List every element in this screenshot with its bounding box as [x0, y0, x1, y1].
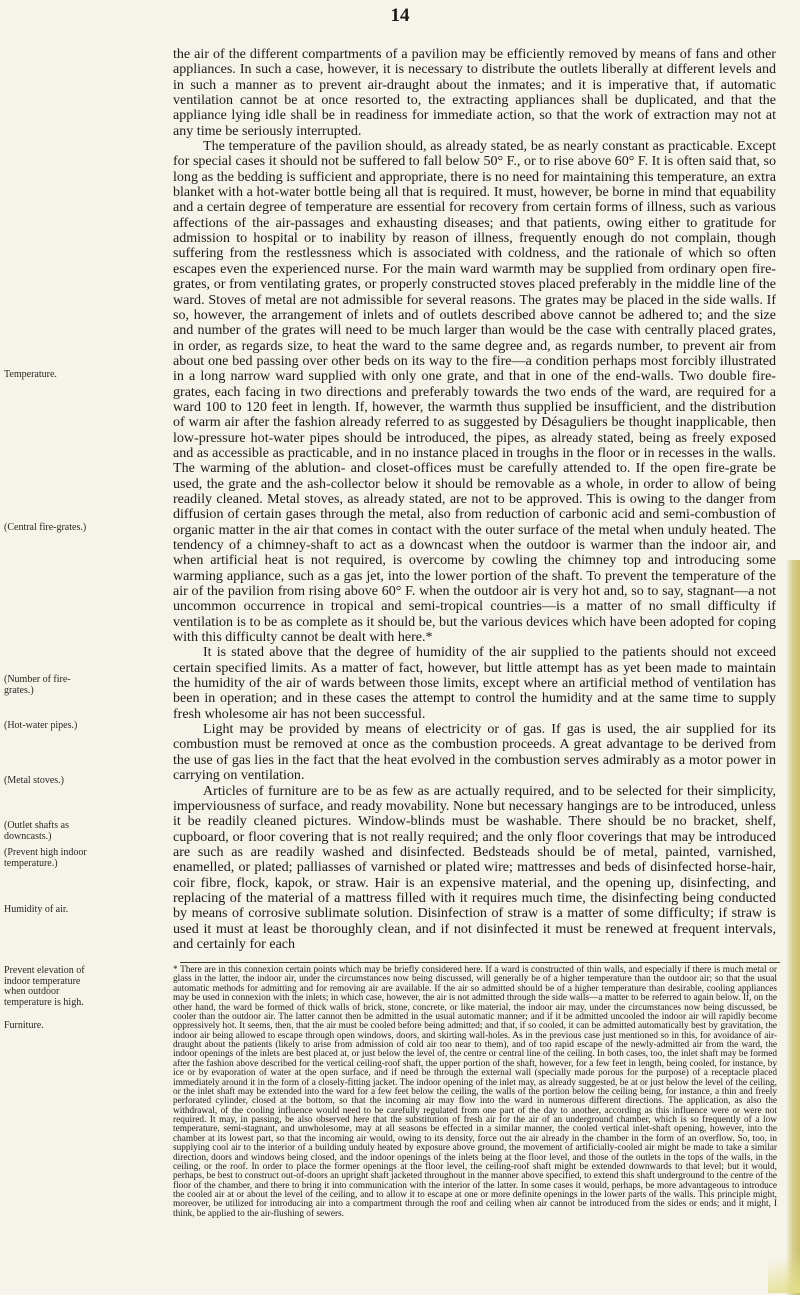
paragraph: the air of the different compartments of a pavilion may be efficiently removed by means of fans and other appliances. In such a case, however, it is necessary to distribute the outlets liberally at different levels and in such a manner as to prevent air-draught about the inmates; and it is imperative that, if automatic ventilation cannot be at once resorted to, the extracting appliances shall be duplicated, and that the appliance lying idle shall be in readiness for immediate action, so that the work of extraction may not at any time be seriously interrupted. — [173, 46, 776, 139]
sidenote-furniture: Furniture. — [4, 1020, 44, 1031]
body-text — [173, 47, 776, 952]
paragraph-furniture: Articles of furniture are to be as few as are actually required, and to be selected for their simplicity, imperviousness of surface, and ready movability. None but necessary hangings are to be introduced, unless it be readily cleaned pictures. Window-blinds must be washable. There should be no bracket, shelf, cupboard, or floor covering that is not really required; and the only floor coverings that may be introduced are such as are readily washed and disinfected. Bedsteads should be of metal, painted, varnished, enamelled, or plated; palliasses of varnished or plated wire; mattresses and beds of disinfected horse-hair, coir fibre, flock, kapok, or straw. Hair is an expensive material, and the opening up, disinfecting, and replacing of the material of a mattress filled with it requires much time, the disinfecting being conducted by means of corrosive sublimate solution. Disinfection of straw is a matter of some difficulty; if straw is used it must at least be thoroughly clean, and if not disinfected it must be renewed at frequent intervals, and certainly for each — [173, 782, 776, 952]
page-number: 14 — [390, 5, 410, 26]
footnote: * There are in this connexion certain points which may be briefly considered here. If a ward is constructed of thin walls, and especially if there is much metal or glass in the latter, the indoor air, under the circumstances now being discussed, will generally be of a higher temperature than the outdoor air; so that the usual automatic methods for admitting and for removing air are available. If the air so admitted should be of a higher temperature than desirable, cooling appliances may be used in connexion with the inlets; in which case, however, the air is not admitted through the side walls—a matter to be referred to again below. If, on the other hand, the ward be formed of thick walls of brick, stone, concrete, or like material, the indoor air may, under the circumstances now being discussed, be cooler than the outdoor air. The latter cannot then be admitted in the usual automatic manner; and if it be admitted uncooled the indoor air will rapidly become oppressively hot. It seems, then, that the air must be cooled before being admitted; and that, if so cooled, it can be admitted automatically best by gravitation, the indoor air being allowed to escape through open windows, doors, and skirting wall-holes. As in the previous case just mentioned so in this, for avoidance of air-draught about the patients (likely to arise from admission of cold air too near to them), and of too rapid escape of the newly-admitted air from the ward, the indoor openings of the inlets are best placed at, or just below the level of, the centre or central line of the ceiling. In both cases, too, the inlet shaft may be formed after the fashion above described for the vertical ceiling-roof shaft, the upper portion of the shaft, however, for a few feet in length, being cooled, for instance, by ice or by evaporation of water at the open surface, and if need be through the external wall (specially made porous for the purpose) of a receptacle placed immediately around it in the form of a closely-fitting jacket. The indoor opening of the inlet may, as already suggested, be at or just below the level of the ceiling, or the inlet shaft may be extended into the ward for a few feet below the ceiling, the walls of the portion below the ceiling being, for instance, a thin and freely perforated cylinder, closed at the bottom, so that the incoming air may flow into the ward in numerous different directions. The application, as also the withdrawal, of the cooling influence would need to be carefully regulated from one part of the day to another, according as this influence were or were not required. It may, in passing, be also observed here that the substitution of fresh air for the air of an underground chamber, which is so frequently of a low temperature, semi-stagnant, and unwholesome, may at all seasons be effected in a similar manner, the cooled vertical inlet-shaft opening, however, into the chamber at its lowest part, so that the incoming air would, owing to its density, force out the air already in the chamber in the form of an overflow. So, too, in supplying cool air to the interior of a building unduly heated by exposure above ground, the movement of artificially-cooled air might be made to take a similar direction, doors and windows being closed, and the indoor openings of the inlets being at the floor level, and those of the outlets in the tops of the walls, in the ceiling, or the roof. In order to place the former openings at the floor level, the ceiling-roof shaft might be extended downwards to that level; but it would, perhaps, be best to construct out-of-doors an upright shaft jacketed throughout in the manner above specified, to extend this shaft underground to the centre of the floor of the chamber, and there to bring it into communication with the interior of the latter. In some cases it would, perhaps, be more advantageous to introduce the cooled air at or about the level of the ceiling, and to allow it to escape at one or more definite openings in the lower parts of the walls. This principle might, moreover, be utilized for introducing air into a compartment through the roof and ceiling when air cannot be introduced from the sides or ends; and it might, I think, be applied to the air-flushing of sewers. — [173, 965, 777, 1219]
sidenote-central-fire-grates: (Central fire-grates.) — [4, 522, 87, 533]
page-edge-shading — [786, 560, 800, 1295]
sidenote-prevent-elevation: Prevent elevation of indoor temperature when outdoor temperature is high. — [4, 965, 85, 1008]
sidenote-temperature: Temperature. — [4, 369, 57, 380]
paragraph-light: Light may be provided by means of electricity or of gas. If gas is used, the air supplied for its combustion must be removed at once as the combustion proceeds. A great advantage to be derived from the use of gas lies in the fact that the heat evolved in the combustion serves admirably as a motor power in carrying on ventilation. — [173, 721, 776, 784]
sidenote-outlet-shafts: (Outlet shafts as downcasts.) — [4, 820, 69, 842]
sidenote-humidity: Humidity of air. — [4, 904, 69, 915]
sidenote-number-fire-grates: (Number of fire-grates.) — [4, 674, 71, 696]
paragraph-temperature: The temperature of the pavilion should, as already stated, be as nearly constant as practicable. Except for special cases it should not be suffered to fall below 50° F., or to rise above 60° F. It is often said that, so long as the bedding is sufficient and appropriate, there is no need for maintaining this temperature, an extra blanket with a hot-water bottle being all that is required. It must, however, be borne in mind that equability and a certain degree of temperature are essential for recovery from certain forms of illness, such as various affections of the air-passages and exhausting diseases; and that patients, owing either to gratitude for admission to hospital or to inability by reason of illness, frequently enough do not complain, though suffering from the restlessness which is associated with coldness, and the rationale of which so often escapes even the experienced nurse. For the main ward warmth may be supplied from ordinary open fire-grates, or from ventilating grates, or properly constructed stoves placed preferably in the middle line of the ward. Stoves of metal are not admissible for several reasons. The grates may be placed in the side walls. If so, however, the arrangement of inlets and of outlets described above cannot be adhered to; and the size and number of the grates will need to be much larger than would be the case with centrally placed grates, in order, as regards size, to heat the ward to the same degree and, as regards number, to prevent air from about one bed passing over other beds on its way to the fire—a condition perhaps most forcibly illustrated in a long narrow ward supplied with only one grate, and that in one of the end-walls. Two double fire-grates, each facing in two directions and preferably towards the two ends of the ward, are required for a ward 100 to 120 feet in length. If, however, the warmth thus supplied be insufficient, and the distribution of warm air after the fashion already referred to as suggested by Désaguliers be thought inapplicable, then low-pressure hot-water pipes should be introduced, the pipes, as already stated, being as freely exposed and as accessible as practicable, and in no instance placed in troughs in the floor or in recesses in the walls. The warming of the ablution- and closet-offices must be carefully attended to. If the open fire-grate be used, the grate and the ash-collector below it should be removable as a whole, in order to allow of being readily cleaned. Metal stoves, as already stated, are not to be approved. This is owing to the danger from diffusion of certain gases through the metal, also from reduction of carbonic acid and semi-combustion of organic matter in the air that comes in contact with the outer surface of the metal when unduly heated. The tendency of a chimney-shaft to act as a downcast when the outdoor is warmer than the indoor air, and when artificial heat is not required, is overcome by cowling the chimney top and introducing some warming appliance, such as a gas jet, into the lower portion of the shaft. To prevent the temperature of the air of the pavilion from rising above 60° F. when the outdoor air is very hot and, so to say, stagnant—a not uncommon occurrence in tropical and semi-tropical countries—is a matter of no small difficulty if ventilation is to be as complete as it should be, but the various devices which have been adopted for coping with this difficulty cannot be dealt with here.* — [173, 138, 776, 646]
paragraph-humidity: It is stated above that the degree of humidity of the air supplied to the patients should not exceed certain specified limits. As a matter of fact, however, but little attempt has as yet been made to maintain the humidity of the air of wards between those limits, except where an artificial method of ventilation has been in operation; and in these cases the attempt to control the humidity and at the same time to supply fresh wholesome air has not been successful. — [173, 644, 776, 722]
sidenote-hot-water-pipes: (Hot-water pipes.) — [4, 720, 78, 731]
footnote-divider — [180, 962, 780, 963]
sidenote-metal-stoves: (Metal stoves.) — [4, 775, 64, 786]
sidenote-prevent-high-temp: (Prevent high indoor temperature.) — [4, 847, 87, 869]
page-corner-shading — [768, 1233, 800, 1293]
